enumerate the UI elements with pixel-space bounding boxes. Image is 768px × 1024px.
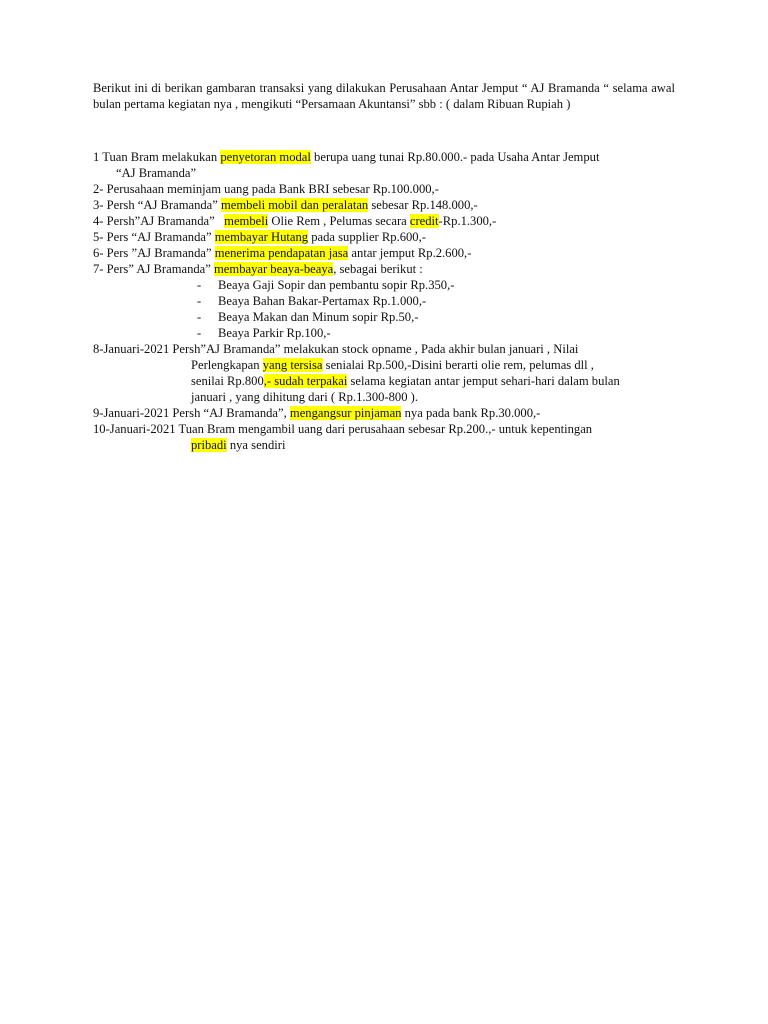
intro-paragraph: Berikut ini di berikan gambaran transaksi yang dilakukan Perusahaan Antar Jemput “ AJ Bramanda “ selama awal bulan pertama kegiatan nya , mengikuti “Persamaan Akuntansi” sbb : ( dalam Ribuan Rupiah ) [93,81,675,111]
transaction-8-line-4: januari , yang dihitung dari ( Rp.1.300-800 ). [191,390,418,404]
transaction-6: 6- Pers ”AJ Bramanda” menerima pendapatan jasa antar jemput Rp.2.600,- [93,246,472,260]
transaction-list [93,149,693,453]
highlight: membayar beaya-beaya [214,262,334,276]
highlight: penyetoran modal [220,150,311,164]
transaction-8-line-2: Perlengkapan yang tersisa senialai Rp.500,-Disini berarti olie rem, pelumas dll , [191,358,594,372]
highlight: membayar Hutang [214,230,309,244]
highlight: ,- sudah terpakai [263,374,348,388]
transaction-5: 5- Pers “AJ Bramanda” membayar Hutang pada supplier Rp.600,- [93,230,426,244]
expense-item: - Beaya Bahan Bakar-Pertamax Rp.1.000,- [197,294,427,308]
transaction-10: 10-Januari-2021 Tuan Bram mengambil uang dari perusahaan sebesar Rp.200.,- untuk kepentingan [93,422,593,436]
transaction-8: 8-Januari-2021 Persh”AJ Bramanda” melakukan stock opname , Pada akhir bulan januari , Nilai [93,342,579,356]
transaction-3: 3- Persh “AJ Bramanda” membeli mobil dan peralatan sebesar Rp.148.000,- [93,198,478,212]
transaction-7: 7- Pers” AJ Bramanda” membayar beaya-beaya, sebagai berikut : [93,262,423,276]
highlight: mengangsur pinjaman [289,406,402,420]
highlight: menerima pendapatan jasa [214,246,349,260]
highlight: credit [409,214,439,228]
transaction-1: 1 Tuan Bram melakukan penyetoran modal berupa uang tunai Rp.80.000.- pada Usaha Antar Jemput [93,150,600,164]
highlight: membeli mobil dan peralatan [221,198,369,212]
expense-item: - Beaya Gaji Sopir dan pembantu sopir Rp.350,- [197,278,455,292]
transaction-4: 4- Persh”AJ Bramanda” membeli Olie Rem , Pelumas secara credit-Rp.1.300,- [93,214,497,228]
transaction-8-line-3: senilai Rp.800,- sudah terpakai selama kegiatan antar jemput sehari-hari dalam bulan [191,374,620,388]
expense-item: - Beaya Parkir Rp.100,- [197,326,331,340]
expense-item: - Beaya Makan dan Minum sopir Rp.50,- [197,310,419,324]
transaction-2: 2- Perusahaan meminjam uang pada Bank BRI sebesar Rp.100.000,- [93,182,439,196]
highlight: yang tersisa [262,358,323,372]
highlight: membeli [224,214,269,228]
highlight: pribadi [191,438,227,452]
transaction-1-continuation: “AJ Bramanda” [116,166,197,180]
transaction-10-line-2: pribadi nya sendiri [191,438,286,452]
transaction-9: 9-Januari-2021 Persh “AJ Bramanda”, mengangsur pinjaman nya pada bank Rp.30.000,- [93,406,541,420]
